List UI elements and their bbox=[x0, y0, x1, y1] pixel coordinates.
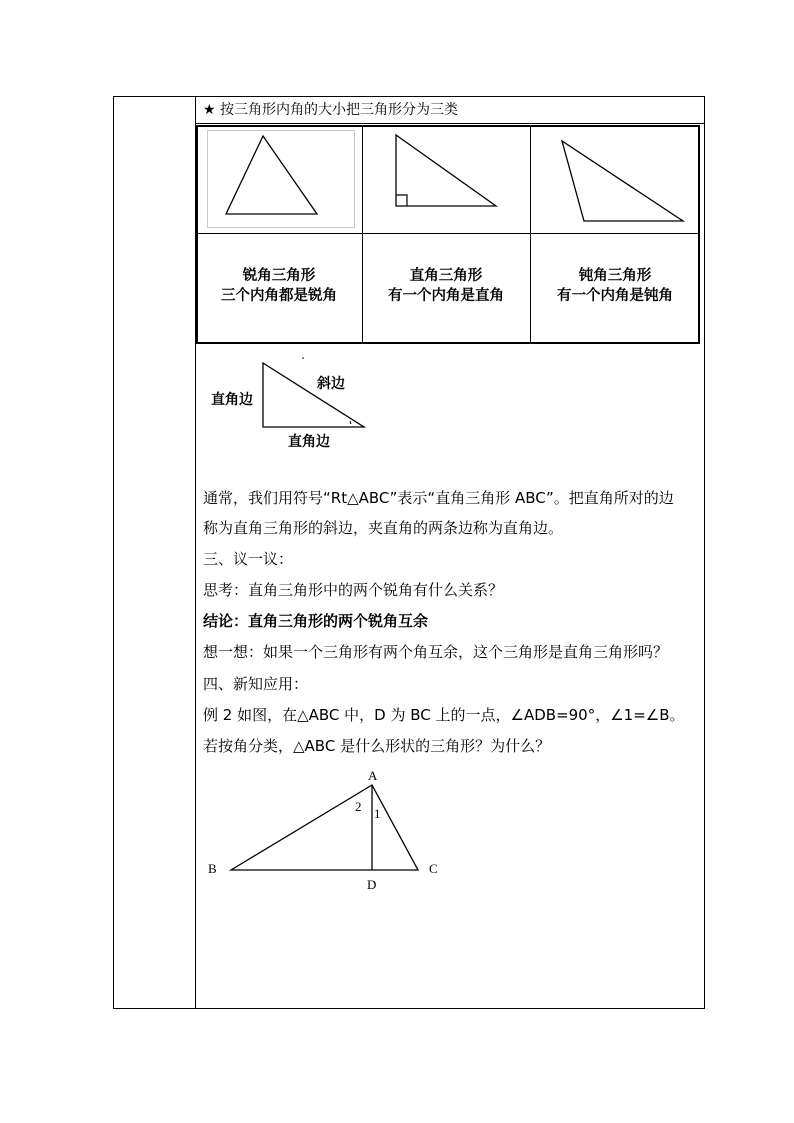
right-triangle-parts bbox=[256, 355, 376, 435]
right-triangle bbox=[396, 135, 496, 206]
example-line1: 例 2 如图，在△ABC 中，D 为 BC 上的一点，∠ADB=90°，∠1=∠B。 bbox=[203, 706, 685, 724]
acute-desc: 三个内角都是锐角 bbox=[221, 288, 337, 304]
obtuse-triangle bbox=[562, 141, 683, 221]
header-divider bbox=[195, 123, 705, 124]
example-triangle-diagram bbox=[220, 780, 430, 880]
vertex-b-label: B bbox=[208, 861, 217, 876]
right-angle-mark bbox=[396, 195, 407, 206]
angle-1-label: 1 bbox=[374, 806, 381, 821]
angle-2-label: 2 bbox=[355, 799, 362, 814]
star-icon: ★ bbox=[203, 102, 216, 118]
section-header bbox=[203, 99, 458, 119]
section-four-title: 四、新知应用： bbox=[203, 675, 309, 693]
leg-label-vertical: 直角边 bbox=[211, 392, 253, 408]
right-label bbox=[362, 266, 530, 306]
point-d-label: D bbox=[367, 877, 377, 892]
right-name: 直角三角形 bbox=[409, 268, 483, 284]
leg-label-horizontal: 直角边 bbox=[288, 434, 330, 450]
definition-line1: 通常，我们用符号“Rt△ABC”表示“直角三角形 ABC”。把直角所对的边 bbox=[203, 489, 674, 507]
table-row-divider bbox=[196, 233, 700, 234]
hypotenuse-label: 斜边 bbox=[317, 376, 345, 392]
vertex-a-label: A bbox=[368, 768, 378, 783]
obtuse-label bbox=[530, 266, 700, 306]
definition-line2: 称为直角三角形的斜边，夹直角的两条边称为直角边。 bbox=[203, 519, 564, 537]
acute-name: 锐角三角形 bbox=[242, 268, 316, 284]
example-line2: 若按角分类，△ABC 是什么形状的三角形？为什么？ bbox=[203, 737, 551, 755]
think-question: 思考：直角三角形中的两个锐角有什么关系？ bbox=[203, 581, 504, 599]
acute-label bbox=[196, 266, 362, 306]
right-desc: 有一个内角是直角 bbox=[388, 288, 504, 304]
acute-triangle bbox=[226, 136, 317, 214]
ponder-question: 想一想：如果一个三角形有两个角互余，这个三角形是直角三角形吗？ bbox=[203, 643, 669, 661]
section-three-title: 三、议一议： bbox=[203, 550, 294, 568]
conclusion: 结论：直角三角形的两个锐角互余 bbox=[203, 612, 429, 630]
obtuse-desc: 有一个内角是钝角 bbox=[557, 288, 673, 304]
vertex-c-label: C bbox=[429, 861, 438, 876]
triangle-figures bbox=[196, 125, 700, 233]
header-title: 按三角形内角的大小把三角形分为三类 bbox=[220, 102, 459, 118]
obtuse-name: 钝角三角形 bbox=[578, 268, 652, 284]
